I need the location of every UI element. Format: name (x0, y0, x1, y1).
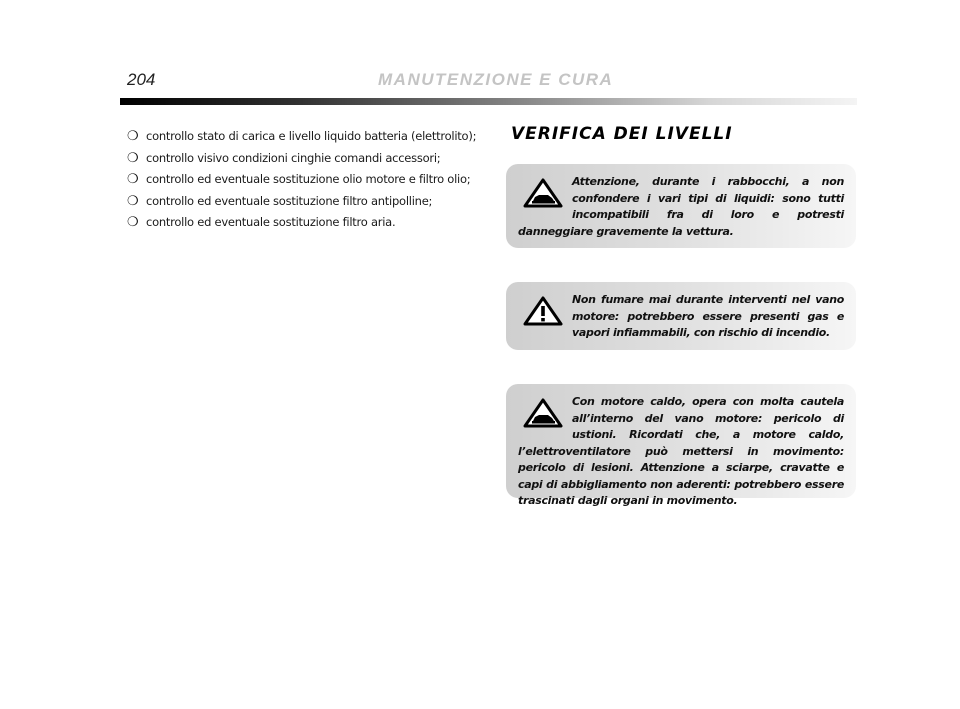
car-damage-warning-icon (522, 178, 564, 208)
maintenance-checklist (127, 126, 485, 234)
running-title: MANUTENZIONE E CURA (378, 70, 614, 89)
page-number: 204 (127, 70, 156, 89)
list-item (127, 191, 485, 213)
circle-bullet-icon: ❍ (127, 150, 139, 166)
header-rule (120, 98, 857, 105)
circle-bullet-icon: ❍ (127, 193, 139, 209)
circle-bullet-icon: ❍ (127, 129, 139, 144)
warning-text: Attenzione, durante i rabbocchi, a non confondere i vari tipi di liquidi: sono tutti incompatibili fra di loro e potresti danneggiare gravemente la vettura. (518, 175, 844, 238)
warning-box-hot-engine (506, 384, 856, 507)
list-item-text: controllo stato di carica e livello liquido batteria (elettrolito); (146, 129, 477, 143)
list-item (127, 169, 485, 191)
circle-bullet-icon: ❍ (127, 215, 139, 230)
list-item (127, 148, 485, 170)
list-item (127, 212, 485, 234)
list-item-text: controllo ed eventuale sostituzione filtro antipolline; (146, 193, 433, 208)
warning-text: Non fumare mai durante interventi nel vano motore: potrebbero essere presenti gas e vapori infiammabili, con rischio di incendio. (572, 293, 844, 339)
list-item (127, 126, 485, 148)
exclamation-warning-icon (522, 296, 564, 326)
list-item-text: controllo ed eventuale sostituzione olio motore e filtro olio; (146, 172, 471, 186)
section-heading: VERIFICA DEI LIVELLI (511, 124, 733, 144)
list-item-text: controllo ed eventuale sostituzione filtro aria. (146, 215, 396, 229)
warning-box-liquids (506, 164, 856, 248)
warning-box-smoking (506, 282, 856, 350)
circle-bullet-icon: ❍ (127, 172, 139, 187)
warning-text: Con motore caldo, opera con molta cautela all’interno del vano motore: pericolo di ustioni. Ricordati che, a motore caldo, l’elettroventilatore può mettersi in movimento: pericolo di lesioni. Attenzione a sciarpe, cravatte e capi di abbigliamento non aderenti: potrebbero essere trascinati dagli organi in movimento. (518, 395, 844, 507)
list-item-text: controllo visivo condizioni cinghie comandi accessori; (146, 150, 441, 165)
car-damage-warning-icon (522, 398, 564, 428)
